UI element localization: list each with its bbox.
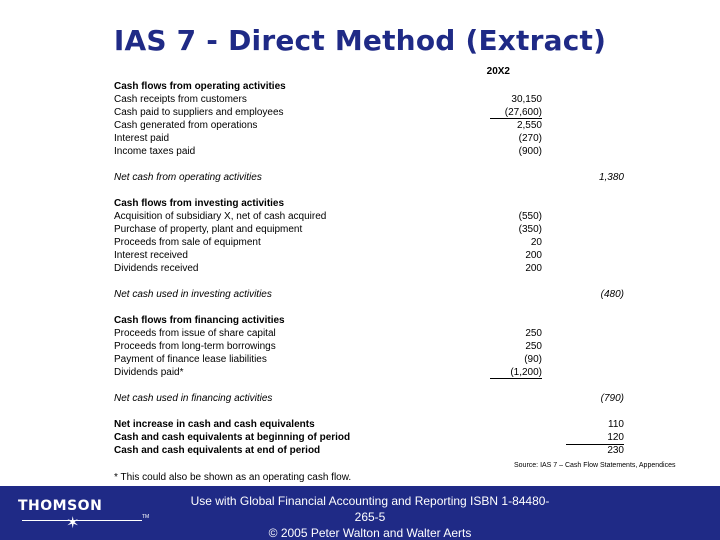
column-header-year: 20X2 <box>486 66 510 77</box>
net-financing-row: Net cash used in financing activities (790) <box>114 392 514 405</box>
table-row: Cash generated from operations 2,550 <box>114 120 542 131</box>
net-operating-row: Net cash from operating activities 1,380 <box>114 172 624 183</box>
thomson-logo: THOMSON <box>18 498 103 514</box>
star-icon: ✶ <box>66 515 80 532</box>
net-investing-row: Net cash used in investing activities (480) <box>114 289 624 300</box>
cash-flow-table <box>114 80 624 457</box>
table-row: Purchase of property, plant and equipment (350) <box>114 224 542 235</box>
logo-underline <box>22 520 142 521</box>
table-row: Cash paid to suppliers and employees (27,600) <box>114 107 542 118</box>
footer-text <box>180 493 560 540</box>
section-heading-investing: Cash flows from investing activities <box>114 198 285 209</box>
table-row: Dividends paid* (1,200) <box>114 367 542 378</box>
table-row: Interest received 200 <box>114 250 542 261</box>
table-row: Income taxes paid (900) <box>114 146 542 157</box>
footnote: * This could also be shown as an operating cash flow. <box>114 472 352 483</box>
footer-bar <box>0 486 720 540</box>
table-row: Interest paid (270) <box>114 133 542 144</box>
total-row-net-increase: Net increase in cash and cash equivalents 110 <box>114 419 624 430</box>
section-heading-operating: Cash flows from operating activities <box>114 81 286 92</box>
table-row: Proceeds from long-term borrowings 250 <box>114 341 542 352</box>
trademark-mark: TM <box>142 514 150 520</box>
table-row: Dividends received 200 <box>114 263 542 274</box>
footer-line-copyright: © 2005 Peter Walton and Walter Aerts <box>268 526 472 540</box>
section-heading-financing: Cash flows from financing activities <box>114 315 285 326</box>
page-title: IAS 7 - Direct Method (Extract) <box>113 24 607 57</box>
subtotal-rule <box>490 378 542 379</box>
table-row: Payment of finance lease liabilities (90) <box>114 354 542 365</box>
table-row: Proceeds from sale of equipment 20 <box>114 237 542 248</box>
total-row-end: Cash and cash equivalents at end of period 230 <box>114 445 624 456</box>
table-row: Cash receipts from customers 30,150 <box>114 94 542 105</box>
footer-line-isbn: Use with Global Financial Accounting and Reporting ISBN 1-84480-265-5 <box>190 494 550 524</box>
source-note: Source: IAS 7 – Cash Flow Statements, Appendices <box>514 462 676 469</box>
table-row: Proceeds from issue of share capital 250 <box>114 328 542 339</box>
table-row: Acquisition of subsidiary X, net of cash acquired (550) <box>114 211 542 222</box>
total-row-beginning: Cash and cash equivalents at beginning of period 120 <box>114 432 624 443</box>
